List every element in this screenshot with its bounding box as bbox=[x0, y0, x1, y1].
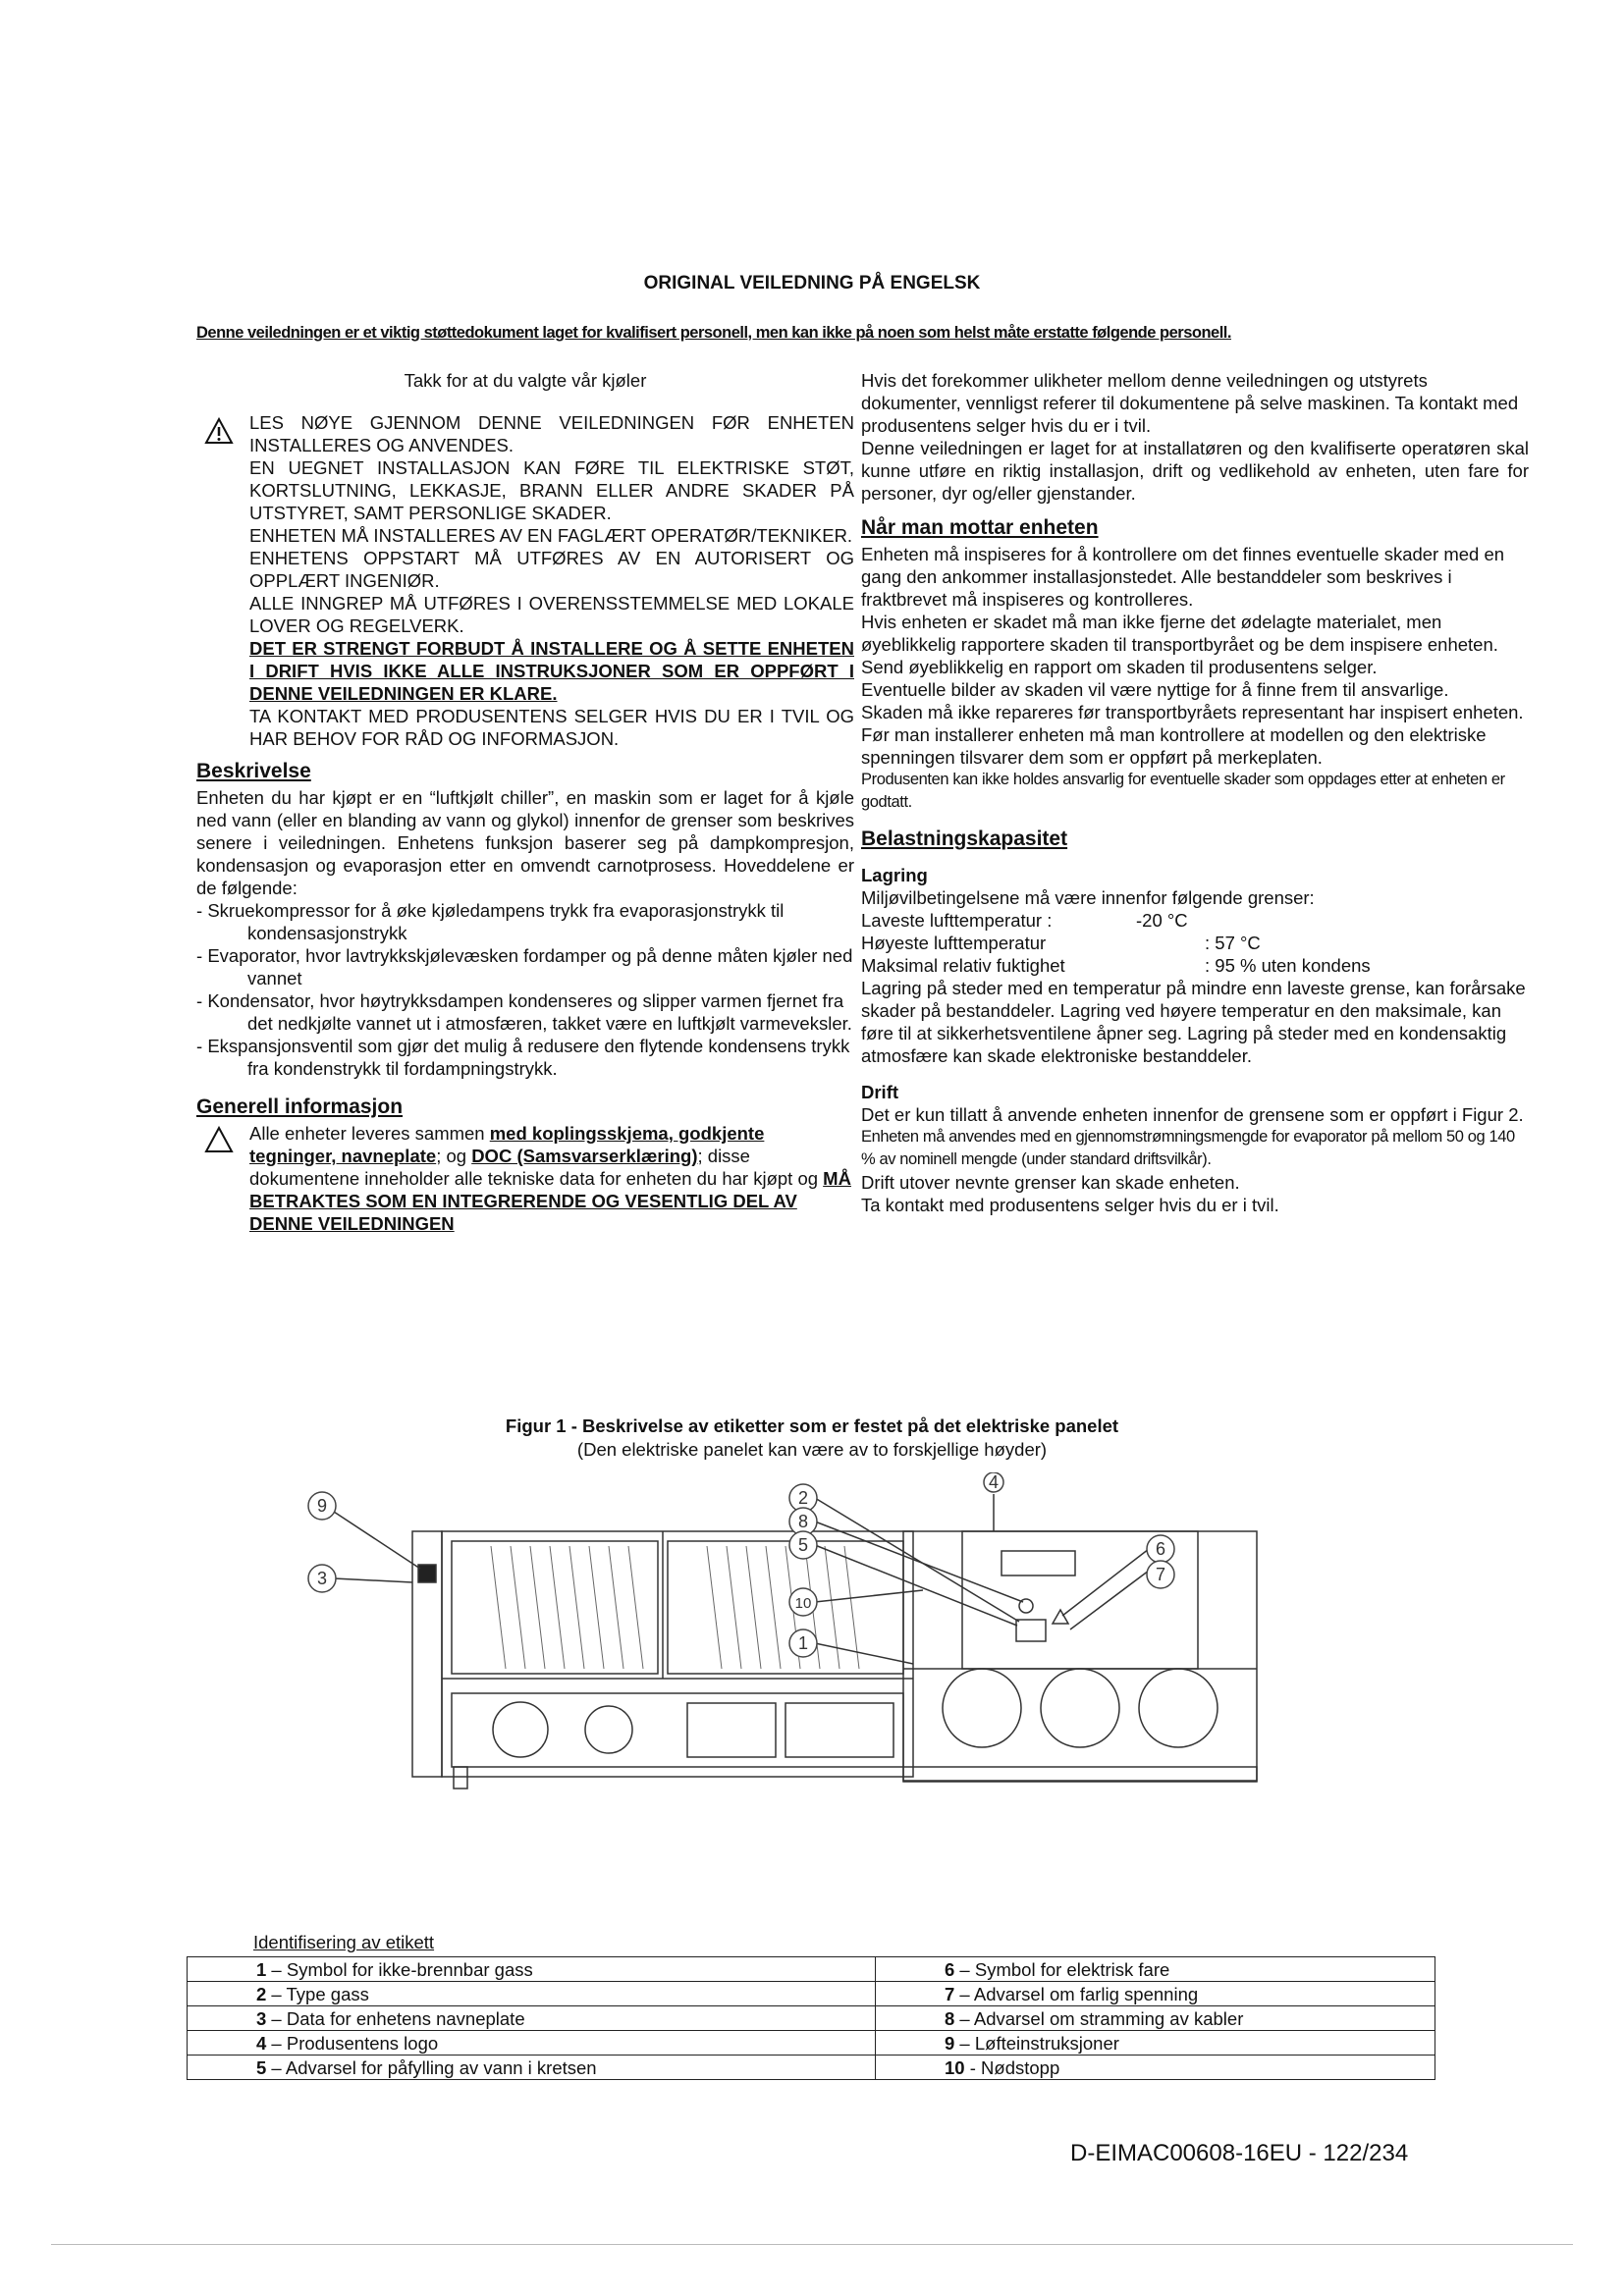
table-row: 1 – Symbol for ikke-brennbar gass 6 – Symbol for elektrisk fare bbox=[188, 1957, 1435, 1982]
document-code: D-EIMAC00608-16EU - 122/234 bbox=[1070, 2140, 1409, 2166]
receiving-photos: Eventuelle bilder av skaden vil være nyttige for å finne frem til ansvarlige. bbox=[861, 679, 1449, 700]
storage-row: Høyeste lufttemperatur : 57 °C bbox=[861, 933, 1261, 953]
callout-8: 8 bbox=[797, 1512, 809, 1531]
labels-table bbox=[187, 1956, 1435, 2080]
storage-heading: Lagring bbox=[861, 865, 928, 885]
receiving-heading: Når man mottar enheten bbox=[861, 516, 1099, 539]
callout-6: 6 bbox=[1155, 1539, 1166, 1559]
operation-flow: Enheten må anvendes med en gjennomstrømningsmengde for evaporator på mellom 50 og 140 % av nominell mengde (under standard driftsvilkår). bbox=[861, 1128, 1515, 1168]
page-divider bbox=[51, 2244, 1573, 2245]
list-item: - Skruekompressor for å øke kjøledampens trykk fra evaporasjonstrykk til kondensasjonstrykk bbox=[196, 899, 854, 944]
safety-warning bbox=[196, 411, 854, 750]
left-column bbox=[196, 369, 854, 1235]
right-column bbox=[861, 369, 1529, 1216]
list-item: - Evaporator, hvor lavtrykkskjølevæsken fordamper og på denne måten kjøler ned vannet bbox=[196, 944, 854, 989]
operation-heading: Drift bbox=[861, 1082, 899, 1102]
labels-table-caption: Identifisering av etikett bbox=[253, 1932, 435, 1952]
callout-5: 5 bbox=[797, 1535, 809, 1555]
intro-purpose: Denne veiledningen er laget for at installatøren og den kvalifiserte operatøren skal kunne utføre en riktig installasjon, drift og vedlikehold av enheten, uten fare for personer, dyr og/eller gjenstander. bbox=[861, 438, 1529, 504]
table-row: 4 – Produsentens logo 9 – Løfteinstruksjoner bbox=[188, 2031, 1435, 2056]
warning-local-laws: ALLE INNGREP MÅ UTFØRES I OVERENSSTEMMELSE MED LOKALE LOVER OG REGELVERK. bbox=[249, 593, 854, 636]
receiving-damaged: Hvis enheten er skadet må man ikke fjerne det ødelagte materialet, men øyeblikkelig rapportere skaden til transportbyrået og be dem inspisere enheten. bbox=[861, 612, 1498, 655]
table-row: 3 – Data for enhetens navneplate 8 – Advarsel om stramming av kabler bbox=[188, 2006, 1435, 2031]
table-row: 2 – Type gass 7 – Advarsel om farlig spenning bbox=[188, 1982, 1435, 2006]
list-item: - Ekspansjonsventil som gjør det mulig å redusere den flytende kondensens trykk fra kondenstrykk til fordampningstrykk. bbox=[196, 1035, 854, 1080]
callout-1: 1 bbox=[797, 1633, 809, 1653]
receiving-liability: Produsenten kan ikke holdes ansvarlig for eventuelle skader som oppdages etter at enheten er godtatt. bbox=[861, 771, 1505, 811]
general-info-heading: Generell informasjon bbox=[196, 1095, 404, 1118]
thanks-text: Takk for at du valgte vår kjøler bbox=[404, 370, 647, 391]
callout-3: 3 bbox=[316, 1569, 328, 1588]
description-list bbox=[196, 899, 854, 1080]
warning-strictly-forbidden: DET ER STRENGT FORBUDT Å INSTALLERE OG Å SETTE ENHETEN I DRIFT HVIS IKKE ALLE INSTRUKSJONER SOM ER OPPFØRT I DENNE VEILEDNINGEN ER KLARE. bbox=[249, 638, 854, 704]
warning-authorized-startup: ENHETENS OPPSTART MÅ UTFØRES AV EN AUTORISERT OG OPPLÆRT INGENIØR. bbox=[249, 548, 854, 591]
attention-triangle-icon bbox=[204, 1126, 234, 1153]
warning-improper-installation: EN UEGNET INSTALLASJON KAN FØRE TIL ELEKTRISKE STØT, KORTSLUTNING, LEKKASJE, BRANN ELLER ANDRE SKADER PÅ UTSTYRET, SAMT PERSONLIGE SKADER. bbox=[249, 457, 854, 523]
receiving-no-repair: Skaden må ikke repareres før transportbyråets representant har inspisert enheten. bbox=[861, 702, 1524, 722]
storage-row: Laveste lufttemperatur : -20 °C bbox=[861, 910, 1188, 931]
receiving-check-model: Før man installerer enheten må man kontrollere at modellen og den elektriske spenningen tilsvarer dem som er oppført på merkeplaten. bbox=[861, 724, 1487, 768]
intro-discrepancy: Hvis det forekommer ulikheter mellom denne veiledningen og utstyrets dokumenter, vennligst referer til dokumentene på selve maskinen. Ta kontakt med produsentens selger hvis du er i tvil. bbox=[861, 370, 1519, 436]
document-subtitle: Denne veiledningen er et viktig støttedokument laget for kvalifisert personell, men kan ikke på noen som helst måte erstatte følgende personell. bbox=[196, 324, 1231, 342]
figure-subcaption: (Den elektriske panelet kan være av to forskjellige høyder) bbox=[576, 1439, 1048, 1460]
operation-damage: Drift utover nevnte grenser kan skade enheten. bbox=[861, 1172, 1240, 1193]
description-heading: Beskrivelse bbox=[196, 760, 311, 782]
storage-text: Lagring på steder med en temperatur på mindre enn laveste grense, kan forårsake skader på bestanddeler. Lagring ved høyere temperatur en den maksimale, kan føre til at sikkerhetsventilene åpner seg. Lagring på steder med en kondensaktig atmosfære kan skade elektroniske bestanddeler. bbox=[861, 978, 1526, 1066]
document-title: ORIGINAL VEILEDNING PÅ ENGELSK bbox=[643, 273, 981, 294]
table-row: 5 – Advarsel for påfylling av vann i kretsen 10 - Nødstopp bbox=[188, 2056, 1435, 2080]
operation-contact: Ta kontakt med produsentens selger hvis du er i tvil. bbox=[861, 1195, 1279, 1215]
storage-intro: Miljøvilbetingelsene må være innenfor følgende grenser: bbox=[861, 887, 1315, 908]
receiving-inspect: Enheten må inspiseres for å kontrollere om det finnes eventuelle skader med en gang den ankommer installasjonstedet. Alle bestanddeler som beskrives i fraktbrevet må inspiseres og kontrolleres. bbox=[861, 544, 1505, 610]
general-info bbox=[196, 1122, 854, 1235]
callout-10: 10 bbox=[794, 1595, 812, 1612]
warning-contact-seller: TA KONTAKT MED PRODUSENTENS SELGER HVIS DU ER I TVIL OG HAR BEHOV FOR RÅD OG INFORMASJON. bbox=[249, 706, 854, 749]
front-view-drawing bbox=[903, 1531, 1257, 1782]
warning-triangle-icon bbox=[204, 417, 234, 445]
callout-4: 4 bbox=[988, 1472, 1000, 1492]
storage-row: Maksimal relativ fuktighet : 95 % uten kondens bbox=[861, 955, 1371, 976]
list-item: - Kondensator, hvor høytrykksdampen kondenseres og slipper varmen fjernet fra det nedkjølte vannet ut i atmosfæren, takket være en luftkjølt varmeveksler. bbox=[196, 989, 854, 1035]
callout-9: 9 bbox=[316, 1496, 328, 1516]
warning-qualified-operator: ENHETEN MÅ INSTALLERES AV EN FAGLÆRT OPERATØR/TEKNIKER. bbox=[249, 525, 853, 546]
figure-caption: Figur 1 - Beskrivelse av etiketter som er festet på det elektriske panelet bbox=[505, 1415, 1119, 1436]
receiving-report: Send øyeblikkelig en rapport om skaden til produsentens selger. bbox=[861, 657, 1378, 677]
callout-7: 7 bbox=[1155, 1565, 1166, 1584]
description-intro: Enheten du har kjøpt er en “luftkjølt chiller”, en maskin som er laget for å kjøle ned vann (eller en blanding av vann og glykol) innenfor de grenser som beskrives senere i veiledningen. Enhetens funksjon baserer seg på dampkompresjon, kondensasjon og evaporasjon etter en omvendt carnotprosess. Hoveddelene er de følgende: bbox=[196, 787, 854, 898]
operation-limits: Det er kun tillatt å anvende enheten innenfor de grensene som er oppført i Figur 2. bbox=[861, 1104, 1524, 1125]
chiller-labels-figure bbox=[295, 1472, 1335, 1934]
load-capacity-heading: Belastningskapasitet bbox=[861, 828, 1068, 850]
warning-read-manual: LES NØYE GJENNOM DENNE VEILEDNINGEN FØR ENHETEN INSTALLERES OG ANVENDES. bbox=[249, 412, 854, 455]
callout-2: 2 bbox=[797, 1488, 809, 1508]
general-info-text: Alle enheter leveres sammen med koplingsskjema, godkjente tegninger, navneplate; og DOC (Samsvarserklæring); disse dokumentene inneholder alle tekniske data for enheten du har kjøpt og MÅ BETRAKTES SOM EN INTEGRERENDE OG VESENTLIG DEL AV DENNE VEILEDNINGEN bbox=[249, 1123, 851, 1234]
